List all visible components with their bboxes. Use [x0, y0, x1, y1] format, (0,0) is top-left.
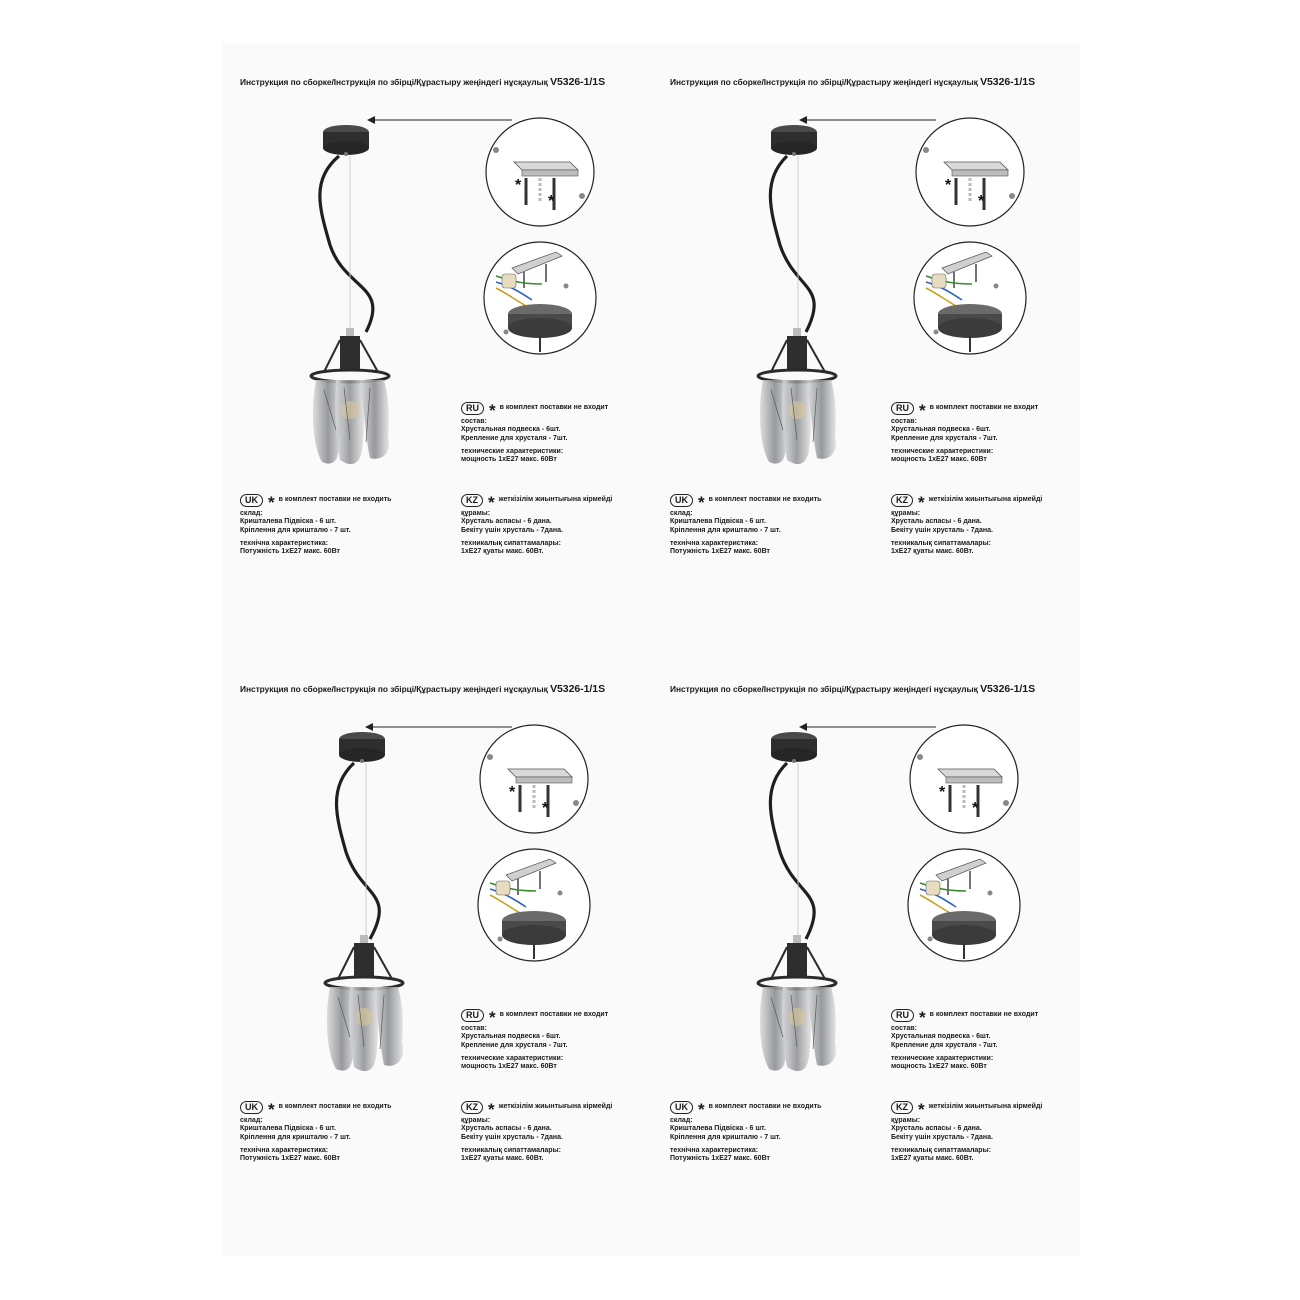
composition-item: Хрусталь аспасы - 6 дана. — [891, 518, 982, 526]
asterisk-mark: * — [698, 1100, 705, 1119]
specs-value: Потужність 1хЕ27 макс. 60Вт — [240, 1155, 340, 1163]
title-prefix: Инструкция по сборке/Інструкція по збірці/Құрастыру жеңіндегі нұсқаулық — [670, 684, 978, 694]
specs-label: техникалық сипаттамалары: — [461, 539, 561, 547]
composition-label: құрамы: — [461, 1117, 491, 1124]
asterisk-mark: * — [268, 493, 275, 512]
specs-value: мощность 1хЕ27 макс. 60Вт — [891, 1063, 987, 1071]
not-included-note: в комплект поставки не входить — [278, 1102, 392, 1110]
wiring-detail — [484, 242, 596, 354]
specs-value: Потужність 1хЕ27 макс. 60Вт — [670, 548, 770, 556]
composition-item: Кріплення для кришталю - 7 шт. — [670, 1133, 781, 1141]
kz-info-block — [461, 1100, 612, 1163]
not-included-note: жеткізілім жиынтығына кірмейді — [498, 1102, 613, 1110]
uk-info-block — [240, 493, 391, 556]
title-prefix: Инструкция по сборке/Інструкція по збірці/Құрастыру жеңіндегі нұсқаулық — [240, 77, 548, 87]
lamp-head — [758, 935, 836, 989]
asterisk-mark: * — [548, 193, 555, 210]
not-included-note: в комплект поставки не входить — [708, 495, 822, 503]
asterisk-mark: * — [919, 401, 926, 420]
asterisk-mark: * — [268, 1100, 275, 1119]
asterisk-mark: * — [698, 493, 705, 512]
ru-info-block — [461, 1008, 608, 1071]
asterisk-mark: * — [509, 784, 516, 801]
asterisk-mark: * — [515, 177, 522, 194]
composition-item: Кришталева Підвіска - 6 шт. — [240, 1125, 336, 1133]
composition-label: состав: — [891, 1025, 917, 1032]
specs-value: 1хЕ27 қуаты макс. 60Вт. — [461, 548, 544, 556]
asterisk-mark: * — [542, 800, 549, 817]
lamp-head — [325, 935, 403, 989]
specs-label: технічна характеристика: — [240, 539, 329, 547]
wiring-detail — [478, 849, 590, 961]
specs-label: технічна характеристика: — [670, 539, 759, 547]
instruction-panel — [670, 70, 1100, 630]
not-included-note: в комплект поставки не входит — [929, 403, 1039, 411]
specs-label: технические характеристики: — [461, 447, 564, 455]
mounting-bracket-detail — [910, 725, 1018, 833]
uk-language-badge: UK — [240, 1101, 263, 1114]
kz-language-badge: KZ — [461, 1101, 483, 1114]
composition-item: Бекіту үшін хрусталь - 7дана. — [891, 1133, 993, 1141]
asterisk-mark: * — [918, 493, 925, 512]
power-cord — [770, 156, 814, 332]
asterisk-mark: * — [939, 784, 946, 801]
composition-item: Крепление для хрусталя - 7шт. — [891, 434, 998, 442]
crystal-shade — [327, 987, 403, 1071]
instruction-panel — [670, 677, 1100, 1237]
ceiling-canopy — [771, 732, 817, 763]
uk-info-block — [240, 1100, 391, 1163]
composition-item: Хрустальная подвеска - 6шт. — [461, 1033, 561, 1041]
crystal-shade — [313, 380, 389, 464]
not-included-note: в комплект поставки не входить — [278, 495, 392, 503]
specs-label: технічна характеристика: — [240, 1146, 329, 1154]
asterisk-mark: * — [489, 401, 496, 420]
power-cord — [337, 763, 380, 939]
ru-info-block — [461, 401, 608, 464]
composition-item: Бекіту үшін хрусталь - 7дана. — [461, 1133, 563, 1141]
not-included-note: в комплект поставки не входит — [499, 403, 609, 411]
composition-item: Крепление для хрусталя - 7шт. — [891, 1041, 998, 1049]
specs-label: технічна характеристика: — [670, 1146, 759, 1154]
uk-language-badge: UK — [670, 494, 693, 507]
ru-language-badge: RU — [461, 402, 484, 415]
asterisk-mark: * — [918, 1100, 925, 1119]
composition-label: состав: — [461, 1025, 487, 1032]
kz-info-block — [891, 1100, 1042, 1163]
composition-label: склад: — [240, 510, 263, 517]
asterisk-mark: * — [488, 1100, 495, 1119]
ceiling-canopy — [323, 125, 369, 156]
uk-info-block — [670, 493, 821, 556]
composition-item: Хрустальная подвеска - 6шт. — [461, 426, 561, 434]
asterisk-mark: * — [488, 493, 495, 512]
ru-language-badge: RU — [891, 1009, 914, 1022]
not-included-note: в комплект поставки не входит — [929, 1010, 1039, 1018]
specs-value: 1хЕ27 қуаты макс. 60Вт. — [461, 1155, 544, 1163]
kz-language-badge: KZ — [461, 494, 483, 507]
not-included-note: в комплект поставки не входить — [708, 1102, 822, 1110]
composition-item: Кріплення для кришталю - 7 шт. — [670, 526, 781, 534]
specs-value: Потужність 1хЕ27 макс. 60Вт — [240, 548, 340, 556]
ru-info-block — [891, 1008, 1038, 1071]
not-included-note: жеткізілім жиынтығына кірмейді — [928, 495, 1043, 503]
uk-info-block — [670, 1100, 821, 1163]
composition-label: құрамы: — [891, 510, 921, 517]
model-number: V5326-1/1S — [980, 76, 1036, 88]
composition-item: Кришталева Підвіска - 6 шт. — [670, 1125, 766, 1133]
composition-item: Бекіту үшін хрусталь - 7дана. — [461, 526, 563, 534]
specs-value: 1хЕ27 қуаты макс. 60Вт. — [891, 548, 974, 556]
specs-label: техникалық сипаттамалары: — [891, 1146, 991, 1154]
composition-label: құрамы: — [461, 510, 491, 517]
specs-label: техникалық сипаттамалары: — [891, 539, 991, 547]
composition-item: Кришталева Підвіска - 6 шт. — [670, 518, 766, 526]
mounting-bracket-detail — [480, 725, 588, 833]
crystal-shade — [760, 380, 836, 464]
not-included-note: жеткізілім жиынтығына кірмейді — [928, 1102, 1043, 1110]
uk-language-badge: UK — [670, 1101, 693, 1114]
composition-item: Хрустальная подвеска - 6шт. — [891, 1033, 991, 1041]
composition-item: Крепление для хрусталя - 7шт. — [461, 1041, 568, 1049]
power-cord — [320, 156, 373, 332]
composition-label: состав: — [461, 418, 487, 425]
specs-label: технические характеристики: — [891, 447, 994, 455]
ceiling-canopy — [771, 125, 817, 156]
specs-label: технические характеристики: — [461, 1054, 564, 1062]
ru-language-badge: RU — [461, 1009, 484, 1022]
model-number: V5326-1/1S — [550, 76, 606, 88]
asterisk-mark: * — [972, 800, 979, 817]
asterisk-mark: * — [489, 1008, 496, 1027]
kz-info-block — [891, 493, 1042, 556]
lamp-head — [311, 328, 389, 382]
composition-item: Кріплення для кришталю - 7 шт. — [240, 1133, 351, 1141]
not-included-note: жеткізілім жиынтығына кірмейді — [498, 495, 613, 503]
asterisk-mark: * — [978, 193, 985, 210]
composition-item: Хрустальная подвеска - 6шт. — [891, 426, 991, 434]
model-number: V5326-1/1S — [980, 683, 1036, 695]
composition-item: Крепление для хрусталя - 7шт. — [461, 434, 568, 442]
asterisk-mark: * — [919, 1008, 926, 1027]
ru-language-badge: RU — [891, 402, 914, 415]
not-included-note: в комплект поставки не входит — [499, 1010, 609, 1018]
composition-item: Кришталева Підвіска - 6 шт. — [240, 518, 336, 526]
composition-label: склад: — [670, 1117, 693, 1124]
instruction-panel — [240, 70, 670, 630]
asterisk-mark: * — [945, 177, 952, 194]
model-number: V5326-1/1S — [550, 683, 606, 695]
kz-info-block — [461, 493, 612, 556]
ceiling-canopy — [339, 732, 385, 763]
composition-item: Бекіту үшін хрусталь - 7дана. — [891, 526, 993, 534]
wiring-detail — [908, 849, 1020, 961]
specs-label: технические характеристики: — [891, 1054, 994, 1062]
composition-item: Хрусталь аспасы - 6 дана. — [891, 1125, 982, 1133]
specs-value: Потужність 1хЕ27 макс. 60Вт — [670, 1155, 770, 1163]
lamp-head — [758, 328, 836, 382]
mounting-bracket-detail — [486, 118, 594, 226]
title-prefix: Инструкция по сборке/Інструкція по збірці/Құрастыру жеңіндегі нұсқаулық — [240, 684, 548, 694]
wiring-detail — [914, 242, 1026, 354]
composition-item: Хрусталь аспасы - 6 дана. — [461, 518, 552, 526]
specs-value: 1хЕ27 қуаты макс. 60Вт. — [891, 1155, 974, 1163]
composition-label: құрамы: — [891, 1117, 921, 1124]
composition-label: состав: — [891, 418, 917, 425]
uk-language-badge: UK — [240, 494, 263, 507]
mounting-bracket-detail — [916, 118, 1024, 226]
title-prefix: Инструкция по сборке/Інструкція по збірці/Құрастыру жеңіндегі нұсқаулық — [670, 77, 978, 87]
specs-value: мощность 1хЕ27 макс. 60Вт — [461, 1063, 557, 1071]
power-cord — [770, 763, 814, 939]
crystal-shade — [760, 987, 836, 1071]
composition-item: Хрусталь аспасы - 6 дана. — [461, 1125, 552, 1133]
specs-value: мощность 1хЕ27 макс. 60Вт — [891, 456, 987, 464]
ru-info-block — [891, 401, 1038, 464]
composition-label: склад: — [240, 1117, 263, 1124]
kz-language-badge: KZ — [891, 1101, 913, 1114]
specs-label: техникалық сипаттамалары: — [461, 1146, 561, 1154]
instruction-panel — [240, 677, 670, 1237]
kz-language-badge: KZ — [891, 494, 913, 507]
composition-label: склад: — [670, 510, 693, 517]
composition-item: Кріплення для кришталю - 7 шт. — [240, 526, 351, 534]
specs-value: мощность 1хЕ27 макс. 60Вт — [461, 456, 557, 464]
